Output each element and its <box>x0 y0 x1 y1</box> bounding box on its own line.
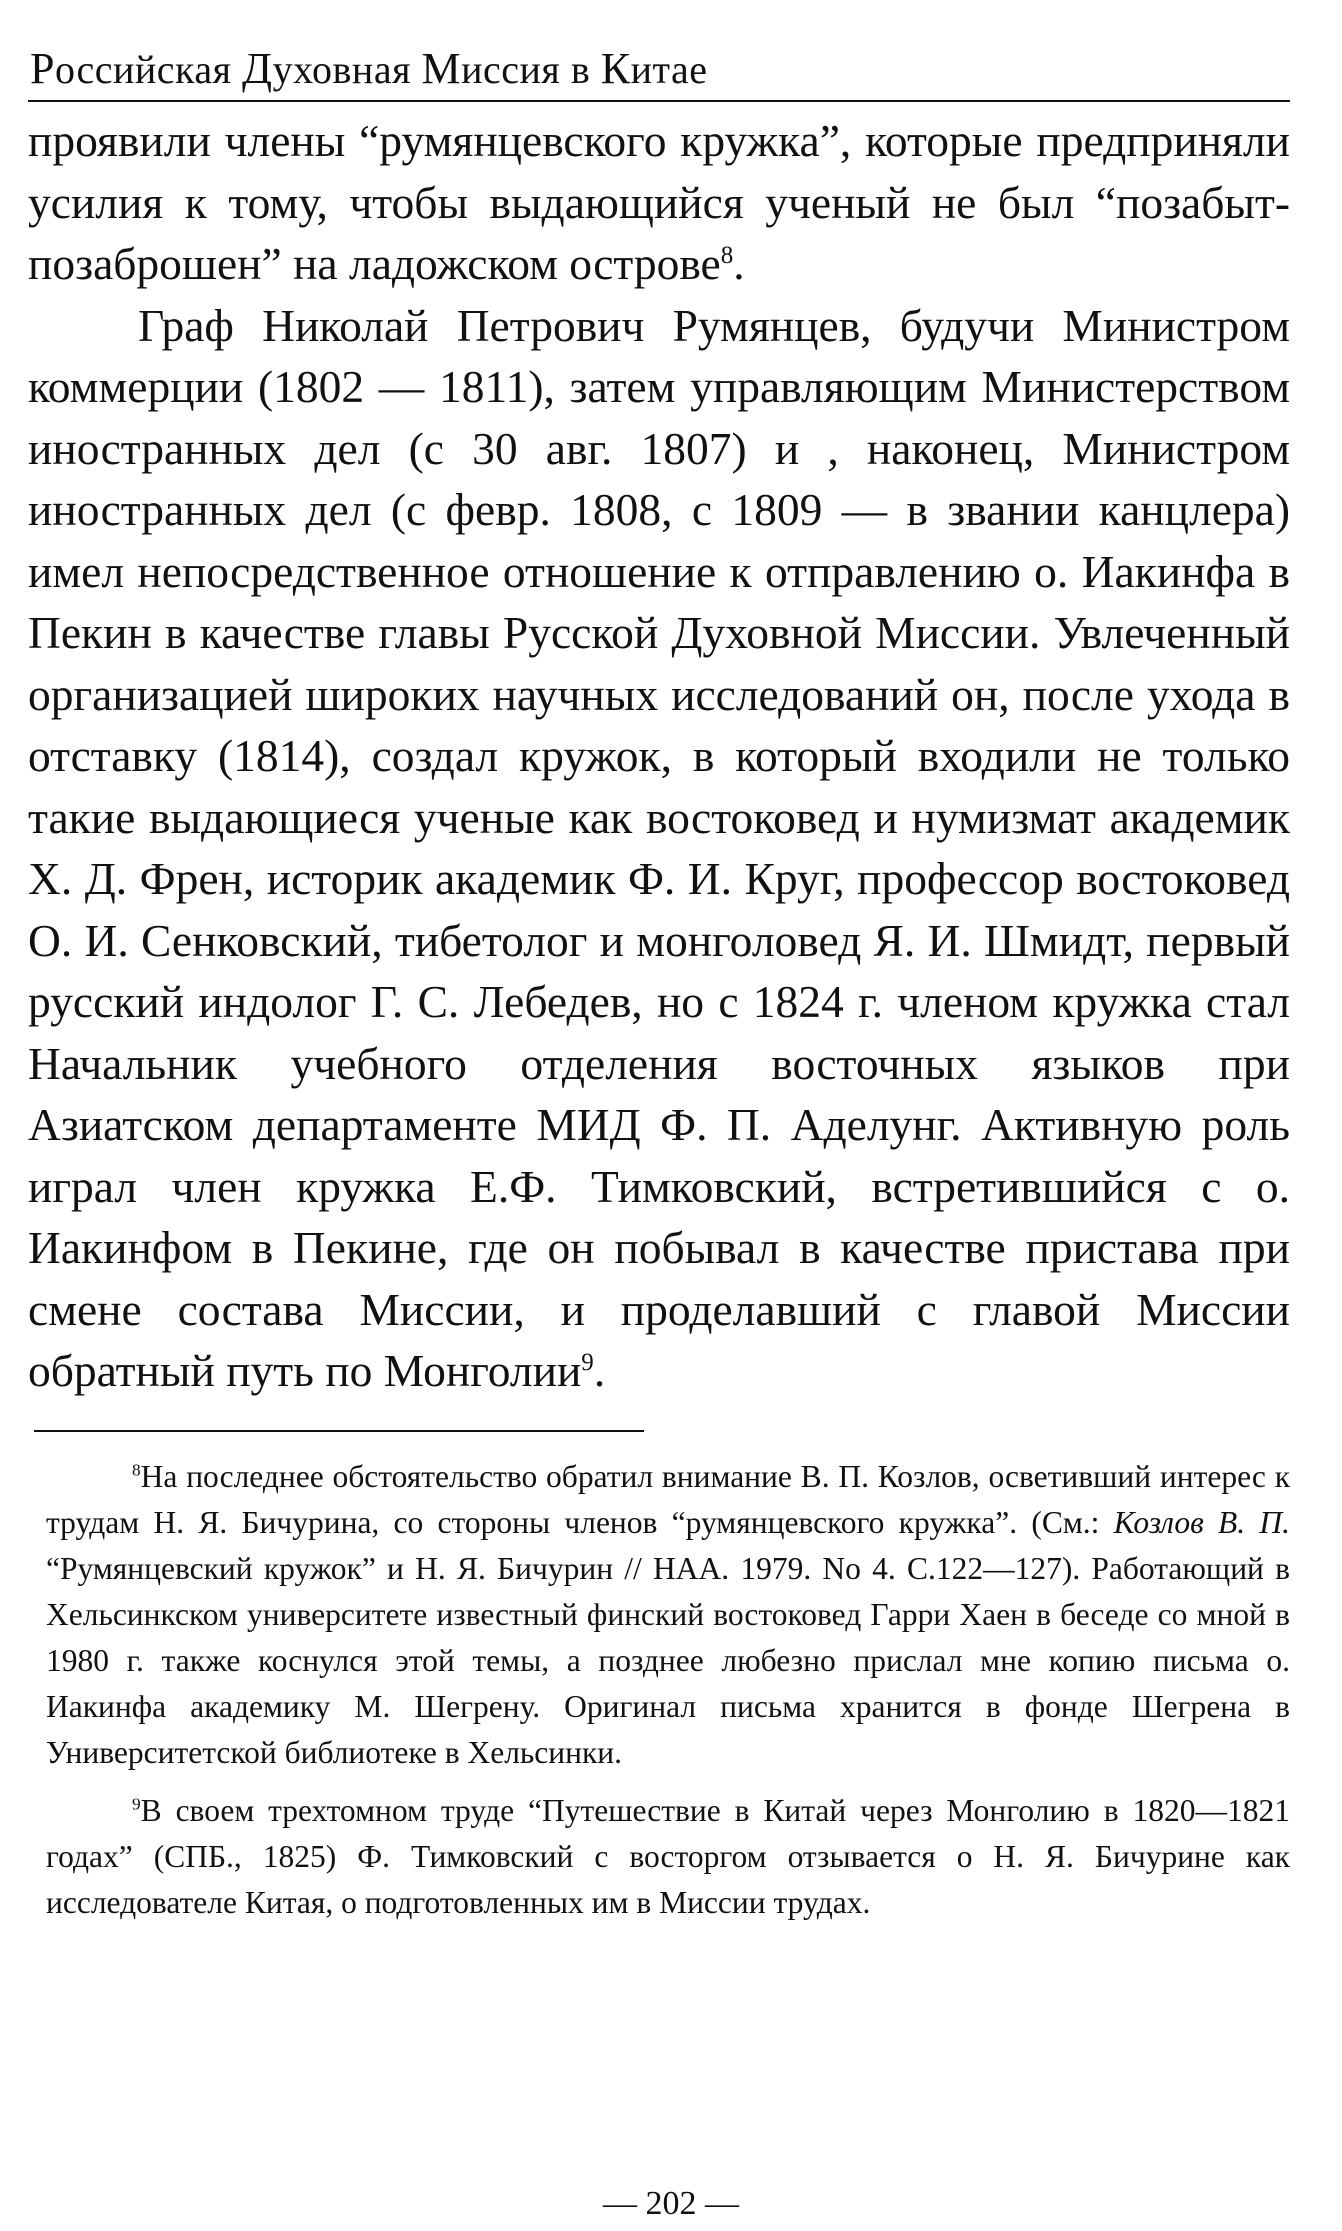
book-page <box>28 40 1290 1938</box>
paragraph-rumyantsev <box>28 295 1290 1402</box>
footnote-8 <box>46 1454 1290 1776</box>
footnote-9 <box>46 1788 1290 1926</box>
paragraph-tail: . <box>733 238 745 289</box>
footnote-divider <box>34 1430 644 1432</box>
footnote-italic-citation: Козлов В. П. <box>1113 1504 1290 1540</box>
footnote-text: “Румянцевский кружок” и Н. Я. Бичурин // НАА. 1979. No 4. С.122—127). Работающий в Хельсинкском университете известный финский востоковед Гарри Хаен в беседе со мной в 1980 г. также коснулся этой темы, а позднее любезно прислал мне копию письма о. Иакинфа академику М. Шегрену. Оригинал письма хранится в фонде Шегрена в Университетской библиотеке в Хельсинки. <box>46 1550 1290 1770</box>
running-head-cap: М <box>421 44 462 93</box>
paragraph-text: Граф Николай Петрович Румянцев, будучи Министром коммерции (1802 — 1811), затем управляющим Министерством иностранных дел (с 30 авг. 1807) и , наконец, Министром иностранных дел (с февр. 1808, с 1809 — в звании канцлера) имел непосредственное отношение к отправлению о. Иакинфа в Пекин в качестве главы Русской Духовной Миссии. Увлеченный организацией широких научных исследований он, после ухода в отставку (1814), создал кружок, в который входили не только такие выдающиеся ученые как востоковед и нумизмат академик Х. Д. Френ, историк академик Ф. И. Круг, профессор востоковед О. И. Сенковский, тибетолог и монголовед Я. И. Шмидт, первый русский индолог Г. С. Лебедев, но с 1824 г. членом кружка стал Начальник учебного отделения восточных языков при Азиатском департаменте МИД Ф. П. Аделунг. Активную роль играл член кружка Е.Ф. Тимковский, встретившийся с о. Иакинфом в Пекине, где он побывал в качестве пристава при смене состава Миссии, и проделавший с главой Миссии обратный путь по Монголии <box>28 299 1290 1396</box>
footnote-ref-9[interactable]: 9 <box>581 1348 594 1376</box>
footnote-text: В своем трехтомном труде “Путешествие в Китай через Монголию в 1820—1821 годах” (СПБ., 1825) Ф. Тимковский с восторгом отзывается о Н. Я. Бичурине как исследователе Китая, о подготовленных им в Миссии трудах. <box>46 1792 1290 1920</box>
running-head-cap: Р <box>30 44 55 93</box>
footnote-ref-8[interactable]: 8 <box>720 241 734 269</box>
paragraph-tail: . <box>593 1345 606 1396</box>
running-head <box>28 40 1290 102</box>
running-head-part: оссийская <box>54 47 243 92</box>
footnote-mark: 9 <box>132 1794 141 1813</box>
paragraph-continued <box>28 110 1290 295</box>
running-head-part: иссия в <box>461 47 601 92</box>
page-number: — 202 — <box>603 2185 739 2222</box>
footnote-mark: 8 <box>132 1460 141 1479</box>
paragraph-text: проявили члены “румянцевского кружка”, которые предприняли усилия к тому, чтобы выдающийся ученый не был “позабыт-позаброшен” на ладожском острове <box>28 115 1290 289</box>
running-head-part: уховная <box>272 47 422 92</box>
footnotes <box>28 1454 1290 1926</box>
footnote-text: На последнее обстоятельство обратил внимание В. П. Козлов, осветивший интерес к трудам Н. Я. Бичурина, со стороны членов “румянцевского кружка”. (См.: <box>46 1458 1290 1540</box>
main-text <box>28 110 1290 1402</box>
running-head-cap: К <box>600 44 631 93</box>
running-head-part: итае <box>630 47 708 92</box>
running-head-cap: Д <box>242 44 273 93</box>
